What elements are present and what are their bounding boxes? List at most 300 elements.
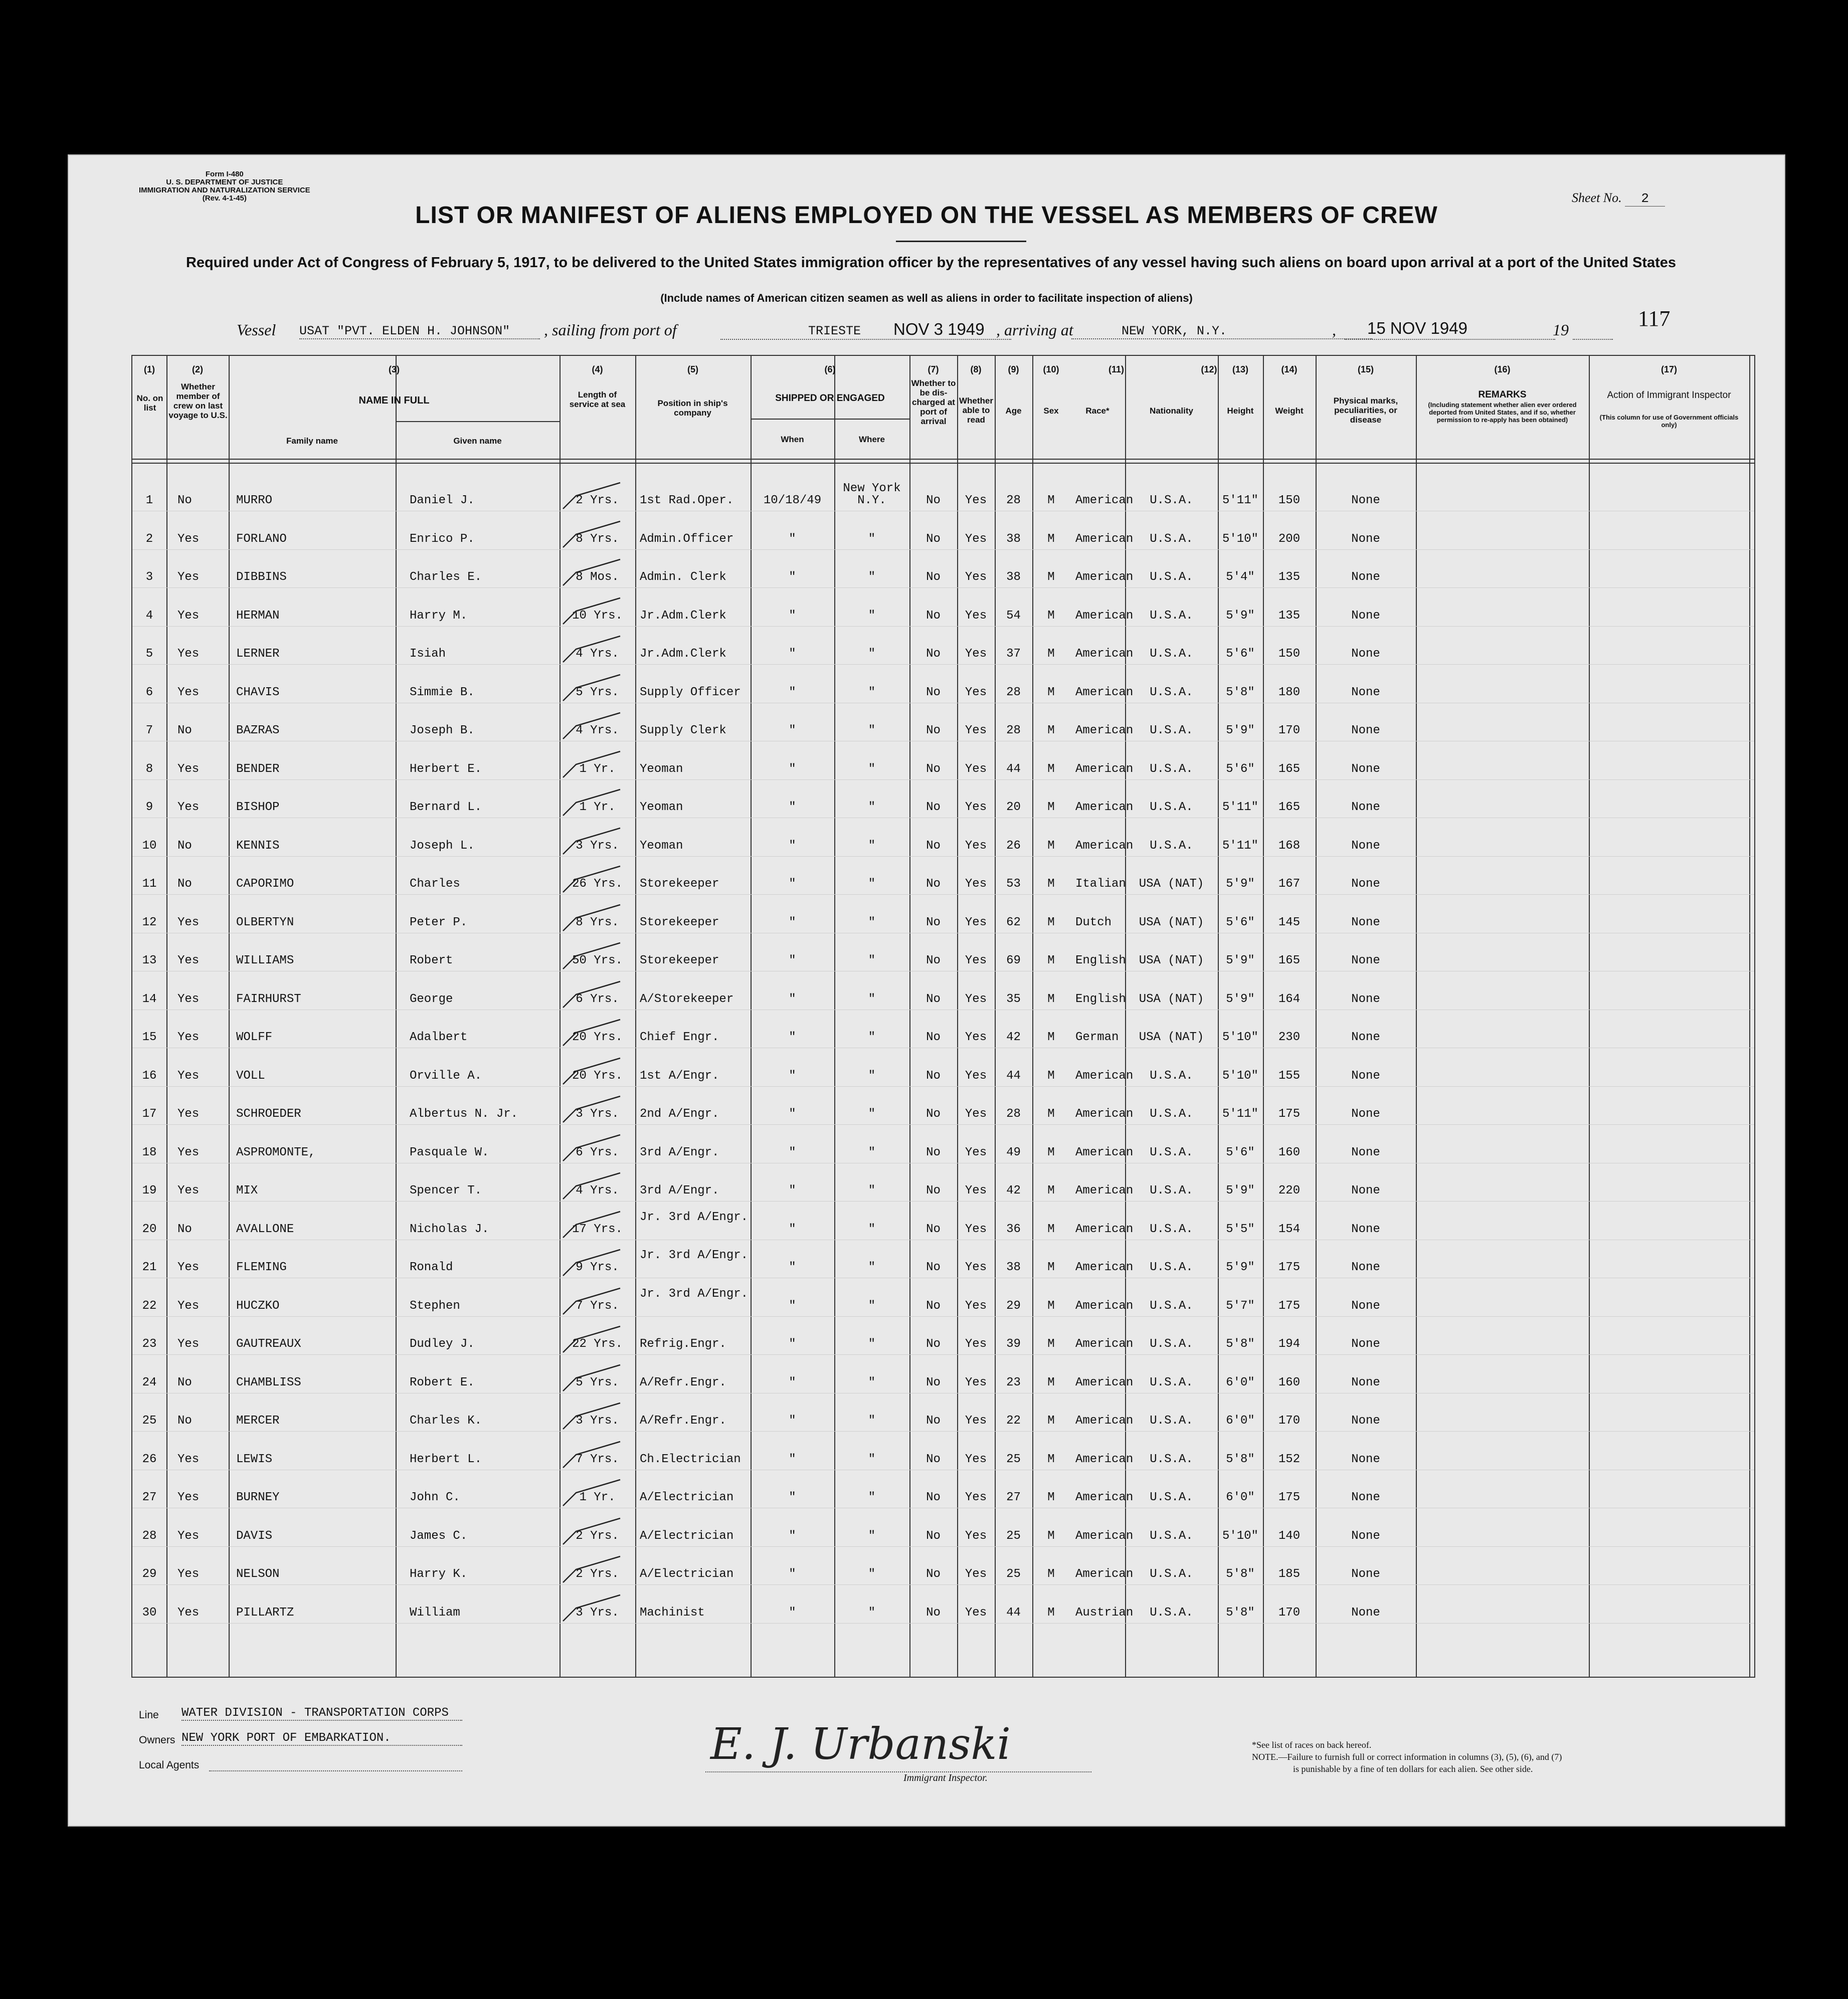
cell-no: 9 <box>145 801 153 814</box>
cell-disch: No <box>926 1184 941 1197</box>
cell-position: A/Electrician <box>640 1529 734 1543</box>
check-mark-icon <box>561 557 621 587</box>
cell-service: 2 Yrs. <box>576 1567 619 1581</box>
cell-service: 2 Yrs. <box>576 1529 619 1543</box>
cell-no: 11 <box>142 877 157 891</box>
cell-height: 5'7" <box>1226 1299 1255 1313</box>
table-row <box>132 1101 1754 1140</box>
cell-weight: 135 <box>1278 609 1301 623</box>
cell-weight: 160 <box>1278 1375 1301 1389</box>
cell-family: CAPORIMO <box>236 877 294 891</box>
table-row <box>132 794 1754 833</box>
table-row <box>132 1287 1754 1332</box>
cell-disch: No <box>926 915 941 929</box>
note-penalty-line1: NOTE.—Failure to furnish full or correct information in columns (3), (5), (6), and (7) <box>1252 1752 1562 1762</box>
cell-phys: None <box>1351 1222 1380 1236</box>
cell-service: 4 Yrs. <box>576 1184 619 1197</box>
cell-race: English <box>1075 992 1126 1006</box>
cell-when: " <box>789 1529 796 1543</box>
table-row <box>132 526 1754 565</box>
table-row <box>132 1600 1754 1639</box>
table-row <box>132 948 1754 986</box>
cell-when: " <box>789 1222 796 1236</box>
cell-race: American <box>1075 494 1134 507</box>
cell-disch: No <box>926 1375 941 1389</box>
cell-height: 5'11" <box>1222 839 1258 853</box>
cell-nat: U.S.A. <box>1150 570 1193 584</box>
check-mark-icon <box>561 1248 621 1278</box>
cell-weight: 155 <box>1278 1069 1301 1083</box>
check-mark-icon <box>561 1171 621 1201</box>
cell-service: 3 Yrs. <box>576 1606 619 1620</box>
cell-service: 20 Yrs. <box>572 1069 623 1083</box>
cell-phys: None <box>1351 801 1380 814</box>
cell-age: 37 <box>1006 647 1021 661</box>
cell-given: Peter P. <box>410 915 468 929</box>
cell-when: " <box>789 724 796 737</box>
cell-age: 38 <box>1006 1261 1021 1274</box>
cell-where: " <box>868 570 876 584</box>
cell-disch: No <box>926 954 941 967</box>
cell-family: BISHOP <box>236 801 280 814</box>
line-label: Line <box>139 1709 159 1721</box>
cell-given: James C. <box>410 1529 468 1543</box>
cell-given: Herbert E. <box>410 762 482 776</box>
cell-height: 5'8" <box>1226 1337 1255 1351</box>
cell-race: American <box>1075 1452 1134 1466</box>
cell-race: American <box>1075 647 1134 661</box>
cell-no: 29 <box>142 1567 157 1581</box>
cell-where: " <box>868 801 876 814</box>
header-remarks-sub: (Including statement whether alien ever ordered deported from United States, and if so, whether permission to re-apply has been obtained) <box>1428 401 1577 424</box>
cell-read: Yes <box>965 992 987 1006</box>
cell-race: American <box>1075 1491 1134 1504</box>
manifest-sheet: Form I-480 U. S. DEPARTMENT OF JUSTICE IMMIGRATION AND NATURALIZATION SERVICE (Rev. 4-1-45) Sheet No. 2 LIST OR MANIFEST OF ALIENS EMPLOYED ON THE VESSEL AS MEMBERS OF CREW Required under Act of Congress of February 5, 1917, to be delivered to the United States immigration officer by the representatives of any vessel having such aliens on board upon arrival at a port of the United States (Include names of American citizen seamen as well as aliens in order to facilitate inspection of aliens) Vessel USAT "PVT. ELDEN H. JOHNSON" , sailing from port of TRIESTE NOV 3 1949 , arriving at NEW YORK, N.Y. , 15 NOV 1949 19 117 (1) (2) (3) (4) (5) (6) (7) (8) (9) (10) (11) (12) (13) (14) (15) (16) (17) No. on list Whether member of crew on last voyage to U.S. NAME IN FULL Family name Given name Length of service at sea Position in ship's company SHIPPED OR ENGAGED When Where Whether to be dis-charged at port of arrival Whether able to read Age Sex Race* Nationality Height Weight Physical marks, peculiarities, or disease REMARKS (Including statement whether alien ever ordered deported from United States, and if so, whether permission to re-apply has been obtained) Action of Immigrant Inspector (This column for use of Government officials only) 1 No MURRO Daniel J. 2 Yrs. 1st Rad.Oper. 10/18/49 New York N.Y. No Yes 28 M American U.S.A. 5'11" 150 None 2 Yes FORLANO Enrico P. 8 Yrs. Admin.Officer " " No Yes 38 M American U.S.A. 5'10" 200 None 3 Yes DIBBINS Charles E. 8 Mos. Admin. Clerk " " No Yes 38 M American U.S.A. 5'4" 135 None 4 Yes HERMAN Harry M. 10 Yrs. Jr.Adm.Clerk " " No Yes 54 M American U.S.A. 5'9" 135 None 5 Yes LERNER Isiah 4 Yrs. Jr.Adm.Clerk " " No Yes 37 M American U.S.A. 5'6" 150 None 6 Yes CHAVIS Simmie B. 5 Yrs. Supply Officer " " No Yes 28 M American U.S.A. 5'8" 180 None 7 No BAZRAS Joseph B. 4 Yrs. Supply Clerk " " No Yes 28 M American U.S.A. 5'9" 170 None 8 Yes BENDER Herbert E. 1 Yr. Yeoman " " No Yes 44 M American U.S.A. 5'6" 165 None 9 Yes BISHOP Bernard L. 1 Yr. Yeoman " " No Yes 20 M American U.S.A. 5'11" 165 None 10 No KENNIS Joseph L. 3 Yrs. Yeoman " " No Yes 26 M American U.S.A. 5'11" 168 None 11 No CAPORIMO Charles 26 Yrs. Storekeeper " " No Yes 53 M Italian USA (NAT) 5'9" 167 None 12 Yes OLBERTYN Peter P. 8 Yrs. Storekeeper " " No Yes 62 M Dutch USA (NAT) 5'6" 145 None 13 Yes WILLIAMS Robert 50 Yrs. Storekeeper " " No Yes 69 M English USA (NAT) 5'9" 165 None 14 Yes FAIRHURST George 6 Yrs. A/Storekeeper " " No Yes 35 M English USA (NAT) 5'9" 164 None 15 Yes WOLFF Adalbert 20 Yrs. Chief Engr. " " No Yes 42 M German USA (NAT) 5'10" 230 None 16 Yes VOLL Orville A. 20 Yrs. 1st A/Engr. " " No Yes 44 M American U.S.A. 5'10" 155 None 17 Yes SCHROEDER Albertus N. Jr. 3 Yrs. 2nd A/Engr. " " No Yes 28 M American U.S.A. 5'11" 175 None 18 Yes ASPROMONTE, Pasquale W. 6 Yrs. 3rd A/Engr. " " No Yes 49 M American U.S.A. 5'6" 160 None 19 Yes MIX Spencer T. 4 Yrs. 3rd A/Engr. " " No Yes 42 M American U.S.A. 5'9" 220 None 20 No AVALLONE Nicholas J. 17 Yrs. Jr. 3rd A/Engr. " " No Yes 36 M American U.S.A. 5'5" 154 None 21 Yes FLEMING Ronald 9 Yrs. Jr. 3rd A/Engr. " " No Yes 38 M American U.S.A. 5'9" 175 None 22 Yes HUCZKO Stephen 7 Yrs. Jr. 3rd A/Engr. " " No Yes 29 M American U.S.A. 5'7" 175 None 23 Yes GAUTREAUX Dudley J. 22 Yrs. Refrig.Engr. " " No Yes 39 M American U.S.A. 5'8" 194 None 24 No CHAMBLISS Robert E. 5 Yrs. A/Refr.Engr. " " No Yes 23 M American U.S.A. 6'0" 160 None 25 No MERCER Charles K. 3 Yrs. A/Refr.Engr. " " No Yes 22 M American U.S.A. 6'0" 170 None 26 Yes LEWIS Herbert L. 7 Yrs. Ch.Electrician " " No Yes 25 M American U.S.A. 5'8" 152 None 27 Yes BURNEY John C. 1 Yr. A/Electrician " " No Yes 27 M American U.S.A. 6'0" 175 None 28 Yes DAVIS James C. 2 Yrs. A/Electrician " " No Yes 25 M American U.S.A. 5'10" 140 None 29 Yes NELSON Harry K. 2 Yrs. A/Electrician " " No Yes 25 M American U.S.A. 5'8" 185 None 30 Yes PILLARTZ William 3 Yrs. Machinist " " No Yes 44 M Austrian U.S.A. 5'8" 170 None Line WATER DIVISION - TRANSPORTATION CORPS Owners NEW YORK PORT OF EMBARKATION. Local Agents E. J. Urbanski Immigrant Inspector. *See list of races on back hereof. NOTE.—Failure to furnish full or correct information in columns (3), (5), (6), and (7) is punishable by a fine of ten dollars for each alien. See other side. <box>68 154 1785 1827</box>
cell-where: " <box>868 647 876 661</box>
cell-read: Yes <box>965 494 987 507</box>
cell-where: " <box>868 1069 876 1083</box>
cell-height: 5'11" <box>1222 801 1258 814</box>
cell-height: 5'8" <box>1226 1452 1255 1466</box>
cell-position: Refrig.Engr. <box>640 1337 726 1351</box>
check-mark-icon <box>561 941 621 971</box>
cell-nat: U.S.A. <box>1150 1414 1193 1428</box>
cell-service: 50 Yrs. <box>572 954 623 967</box>
cell-prev: Yes <box>177 1031 200 1044</box>
local-agents-value <box>209 1756 462 1771</box>
cell-age: 38 <box>1006 570 1021 584</box>
cell-sex: M <box>1047 992 1055 1006</box>
cell-phys: None <box>1351 1031 1380 1044</box>
cell-age: 23 <box>1006 1375 1021 1389</box>
cell-no: 16 <box>142 1069 157 1083</box>
cell-when: " <box>789 1107 796 1121</box>
cell-age: 27 <box>1006 1491 1021 1504</box>
cell-where: " <box>868 1222 876 1236</box>
cell-service: 3 Yrs. <box>576 839 619 853</box>
cell-height: 5'6" <box>1226 1145 1255 1159</box>
cell-disch: No <box>926 1567 941 1581</box>
cell-disch: No <box>926 1452 941 1466</box>
cell-race: American <box>1075 570 1134 584</box>
cell-position: Yeoman <box>640 839 683 853</box>
cell-nat: U.S.A. <box>1150 1261 1193 1274</box>
cell-position: Storekeeper <box>640 877 719 891</box>
cell-phys: None <box>1351 992 1380 1006</box>
cell-given: Joseph B. <box>410 724 475 737</box>
cell-service: 5 Yrs. <box>576 1375 619 1389</box>
header-family-name: Family name <box>286 436 338 446</box>
cell-where: " <box>868 1337 876 1351</box>
check-mark-icon <box>561 1324 621 1354</box>
cell-sex: M <box>1047 1069 1055 1083</box>
cell-read: Yes <box>965 915 987 929</box>
cell-nat: U.S.A. <box>1150 1222 1193 1236</box>
cell-position: A/Electrician <box>640 1567 734 1581</box>
cell-race: American <box>1075 724 1134 737</box>
cell-height: 5'11" <box>1222 494 1258 507</box>
cell-position: A/Storekeeper <box>640 992 734 1006</box>
cell-nat: U.S.A. <box>1150 685 1193 699</box>
cell-nat: U.S.A. <box>1150 1452 1193 1466</box>
cell-race: American <box>1075 1261 1134 1274</box>
cell-disch: No <box>926 1337 941 1351</box>
year-label: 19 <box>1553 321 1569 339</box>
cell-weight: 150 <box>1278 647 1301 661</box>
year-field <box>1573 324 1613 340</box>
cell-height: 5'9" <box>1226 992 1255 1006</box>
cell-weight: 200 <box>1278 532 1301 546</box>
cell-sex: M <box>1047 1031 1055 1044</box>
cell-nat: U.S.A. <box>1150 724 1193 737</box>
cell-service: 1 Yr. <box>579 762 616 776</box>
cell-weight: 154 <box>1278 1222 1301 1236</box>
cell-when: " <box>789 1567 796 1581</box>
cell-race: Dutch <box>1075 915 1112 929</box>
arriving-label: , arriving at <box>996 321 1073 339</box>
cell-no: 4 <box>145 609 153 623</box>
cell-race: American <box>1075 1069 1134 1083</box>
header-member-last-voyage: Whether member of crew on last voyage to U.S. <box>168 382 228 420</box>
cell-given: Adalbert <box>410 1031 468 1044</box>
cell-disch: No <box>926 570 941 584</box>
cell-where: " <box>868 915 876 929</box>
cell-read: Yes <box>965 1375 987 1389</box>
cell-nat: U.S.A. <box>1150 647 1193 661</box>
cell-prev: No <box>177 839 192 853</box>
line-value: WATER DIVISION - TRANSPORTATION CORPS <box>181 1706 462 1721</box>
cell-phys: None <box>1351 915 1380 929</box>
cell-nat: U.S.A. <box>1150 532 1193 546</box>
cell-family: BAZRAS <box>236 724 280 737</box>
check-mark-icon <box>561 596 621 626</box>
header-nationality: Nationality <box>1150 406 1193 416</box>
cell-race: American <box>1075 839 1134 853</box>
cell-weight: 220 <box>1278 1184 1301 1197</box>
check-mark-icon <box>561 673 621 703</box>
cell-service: 4 Yrs. <box>576 647 619 661</box>
sheet-number-label: Sheet No. <box>1572 190 1622 205</box>
cell-prev: Yes <box>177 801 200 814</box>
cell-no: 2 <box>145 532 153 546</box>
cell-nat: U.S.A. <box>1150 801 1193 814</box>
cell-phys: None <box>1351 494 1380 507</box>
cell-age: 39 <box>1006 1337 1021 1351</box>
cell-weight: 160 <box>1278 1145 1301 1159</box>
cell-sex: M <box>1047 1375 1055 1389</box>
cell-family: GAUTREAUX <box>236 1337 301 1351</box>
cell-sex: M <box>1047 1107 1055 1121</box>
cell-no: 15 <box>142 1031 157 1044</box>
cell-weight: 135 <box>1278 570 1301 584</box>
cell-sex: M <box>1047 915 1055 929</box>
cell-phys: None <box>1351 839 1380 853</box>
cell-nat: U.S.A. <box>1150 1145 1193 1159</box>
cell-where: " <box>868 1299 876 1313</box>
cell-given: William <box>410 1606 460 1620</box>
cell-nat: USA (NAT) <box>1139 1031 1204 1044</box>
cell-weight: 180 <box>1278 685 1301 699</box>
cell-family: ASPROMONTE, <box>236 1145 316 1159</box>
cell-phys: None <box>1351 1567 1380 1581</box>
cell-weight: 165 <box>1278 762 1301 776</box>
crew-manifest-table <box>131 355 1755 1678</box>
cell-given: Orville A. <box>410 1069 482 1083</box>
cell-given: Charles K. <box>410 1414 482 1428</box>
check-mark-icon <box>561 826 621 856</box>
cell-age: 25 <box>1006 1452 1021 1466</box>
cell-service: 20 Yrs. <box>572 1031 623 1044</box>
cell-family: KENNIS <box>236 839 280 853</box>
cell-height: 5'9" <box>1226 609 1255 623</box>
cell-service: 8 Yrs. <box>576 532 619 546</box>
cell-no: 19 <box>142 1184 157 1197</box>
cell-age: 44 <box>1006 1606 1021 1620</box>
cell-given: Herbert L. <box>410 1452 482 1466</box>
check-mark-icon <box>561 1478 621 1508</box>
cell-service: 7 Yrs. <box>576 1452 619 1466</box>
header-num-14: (14) <box>1281 364 1298 374</box>
cell-family: CHAVIS <box>236 685 280 699</box>
cell-when: " <box>789 1069 796 1083</box>
cell-weight: 165 <box>1278 801 1301 814</box>
cell-service: 3 Yrs. <box>576 1414 619 1428</box>
header-no-on-list: No. on list <box>136 393 163 413</box>
cell-no: 24 <box>142 1375 157 1389</box>
cell-where: " <box>868 1452 876 1466</box>
cell-service: 5 Yrs. <box>576 685 619 699</box>
cell-where: " <box>868 1529 876 1543</box>
cell-service: 7 Yrs. <box>576 1299 619 1313</box>
sailing-port: TRIESTE <box>808 324 861 338</box>
cell-service: 8 Yrs. <box>576 915 619 929</box>
cell-prev: Yes <box>177 1606 200 1620</box>
cell-sex: M <box>1047 762 1055 776</box>
cell-sex: M <box>1047 1414 1055 1428</box>
cell-where: " <box>868 1567 876 1581</box>
cell-when: " <box>789 954 796 967</box>
cell-position: Jr.Adm.Clerk <box>640 647 726 661</box>
header-num-9: (9) <box>1008 364 1019 374</box>
cell-age: 42 <box>1006 1031 1021 1044</box>
header-shipped-engaged: SHIPPED OR ENGAGED <box>775 393 885 404</box>
cell-disch: No <box>926 1299 941 1313</box>
cell-prev: Yes <box>177 1567 200 1581</box>
arrival-port: NEW YORK, N.Y. <box>1071 324 1372 339</box>
cell-height: 5'10" <box>1222 1031 1258 1044</box>
cell-position: A/Refr.Engr. <box>640 1375 726 1389</box>
cell-read: Yes <box>965 1414 987 1428</box>
cell-family: LEWIS <box>236 1452 273 1466</box>
cell-when: " <box>789 1414 796 1428</box>
cell-race: English <box>1075 954 1126 967</box>
cell-when: " <box>789 1145 796 1159</box>
vessel-label: Vessel <box>237 321 276 339</box>
cell-disch: No <box>926 1107 941 1121</box>
check-mark-icon <box>561 711 621 741</box>
cell-prev: Yes <box>177 1107 200 1121</box>
cell-height: 6'0" <box>1226 1375 1255 1389</box>
cell-where: " <box>868 992 876 1006</box>
cell-prev: Yes <box>177 609 200 623</box>
sailing-date-stamp: NOV 3 1949 <box>893 320 985 338</box>
cell-when: " <box>789 1031 796 1044</box>
cell-weight: 175 <box>1278 1107 1301 1121</box>
cell-family: AVALLONE <box>236 1222 294 1236</box>
cell-race: American <box>1075 532 1134 546</box>
cell-position: Admin. Clerk <box>640 570 726 584</box>
cell-when: " <box>789 1452 796 1466</box>
header-physical-marks: Physical marks, peculiarities, or disease <box>1333 396 1398 425</box>
cell-sex: M <box>1047 801 1055 814</box>
cell-race: American <box>1075 1414 1134 1428</box>
cell-disch: No <box>926 1031 941 1044</box>
inspector-signature: E. J. Urbanski <box>710 1719 1011 1769</box>
cell-prev: No <box>177 877 192 891</box>
cell-given: Robert <box>410 954 453 967</box>
cell-sex: M <box>1047 1491 1055 1504</box>
cell-where: " <box>868 1606 876 1620</box>
cell-sex: M <box>1047 724 1055 737</box>
cell-family: BENDER <box>236 762 280 776</box>
header-where: Where <box>859 435 885 444</box>
header-num-13: (13) <box>1232 364 1248 374</box>
cell-position: Machinist <box>640 1606 705 1620</box>
cell-given: Robert E. <box>410 1375 475 1389</box>
header-num-16: (16) <box>1494 364 1511 374</box>
check-mark-icon <box>561 749 621 779</box>
check-mark-icon <box>561 1593 621 1623</box>
cell-when: " <box>789 992 796 1006</box>
table-row <box>132 680 1754 718</box>
cell-age: 54 <box>1006 609 1021 623</box>
cell-nat: U.S.A. <box>1150 1069 1193 1083</box>
cell-read: Yes <box>965 685 987 699</box>
table-row <box>132 1485 1754 1523</box>
cell-family: VOLL <box>236 1069 265 1083</box>
cell-where: " <box>868 685 876 699</box>
header-action-inspector: Action of Immigrant Inspector <box>1607 390 1731 401</box>
header-num-12: (12) <box>1201 364 1217 374</box>
cell-family: MIX <box>236 1184 258 1197</box>
cell-position: Jr.Adm.Clerk <box>640 609 726 623</box>
cell-age: 28 <box>1006 685 1021 699</box>
cell-position: Jr. 3rd A/Engr. <box>640 1287 749 1301</box>
cell-when: " <box>789 570 796 584</box>
cell-position: 1st Rad.Oper. <box>640 494 734 507</box>
cell-given: Simmie B. <box>410 685 475 699</box>
cell-nat: U.S.A. <box>1150 1567 1193 1581</box>
cell-phys: None <box>1351 1491 1380 1504</box>
table-row <box>132 1249 1754 1293</box>
page-number-stamp: 117 <box>1638 306 1671 331</box>
cell-sex: M <box>1047 1452 1055 1466</box>
cell-no: 1 <box>145 494 153 507</box>
cell-age: 42 <box>1006 1184 1021 1197</box>
cell-no: 23 <box>142 1337 157 1351</box>
check-mark-icon <box>561 1363 621 1393</box>
cell-position: Yeoman <box>640 762 683 776</box>
table-row <box>132 1063 1754 1102</box>
header-position: Position in ship's company <box>657 398 728 418</box>
cell-phys: None <box>1351 532 1380 546</box>
cell-when: 10/18/49 <box>763 494 822 507</box>
cell-service: 22 Yrs. <box>572 1337 623 1351</box>
cell-where: " <box>868 877 876 891</box>
header-given-name: Given name <box>453 436 502 446</box>
cell-position: Supply Clerk <box>640 724 726 737</box>
cell-age: 20 <box>1006 801 1021 814</box>
cell-read: Yes <box>965 1184 987 1197</box>
table-row <box>132 1408 1754 1447</box>
cell-when: " <box>789 1261 796 1274</box>
cell-service: 4 Yrs. <box>576 724 619 737</box>
cell-phys: None <box>1351 1299 1380 1313</box>
cell-phys: None <box>1351 1145 1380 1159</box>
cell-height: 5'11" <box>1222 1107 1258 1121</box>
cell-height: 5'8" <box>1226 1606 1255 1620</box>
cell-age: 53 <box>1006 877 1021 891</box>
cell-weight: 185 <box>1278 1567 1301 1581</box>
cell-weight: 150 <box>1278 494 1301 507</box>
cell-phys: None <box>1351 647 1380 661</box>
cell-weight: 230 <box>1278 1031 1301 1044</box>
cell-family: DIBBINS <box>236 570 287 584</box>
cell-position: Ch.Electrician <box>640 1452 741 1466</box>
cell-sex: M <box>1047 1222 1055 1236</box>
cell-weight: 140 <box>1278 1529 1301 1543</box>
cell-when: " <box>789 915 796 929</box>
cell-read: Yes <box>965 1145 987 1159</box>
cell-given: Stephen <box>410 1299 460 1313</box>
form-number: Form I-480 <box>205 170 244 178</box>
cell-given: Dudley J. <box>410 1337 475 1351</box>
cell-where: " <box>868 839 876 853</box>
cell-service: 26 Yrs. <box>572 877 623 891</box>
cell-age: 26 <box>1006 839 1021 853</box>
form-service: IMMIGRATION AND NATURALIZATION SERVICE <box>139 186 310 194</box>
cell-family: OLBERTYN <box>236 915 294 929</box>
cell-race: American <box>1075 801 1134 814</box>
cell-family: BURNEY <box>236 1491 280 1504</box>
cell-sex: M <box>1047 839 1055 853</box>
cell-nat: USA (NAT) <box>1139 915 1204 929</box>
cell-sex: M <box>1047 877 1055 891</box>
cell-position: A/Refr.Engr. <box>640 1414 726 1428</box>
cell-age: 35 <box>1006 992 1021 1006</box>
cell-race: American <box>1075 1145 1134 1159</box>
cell-prev: Yes <box>177 915 200 929</box>
